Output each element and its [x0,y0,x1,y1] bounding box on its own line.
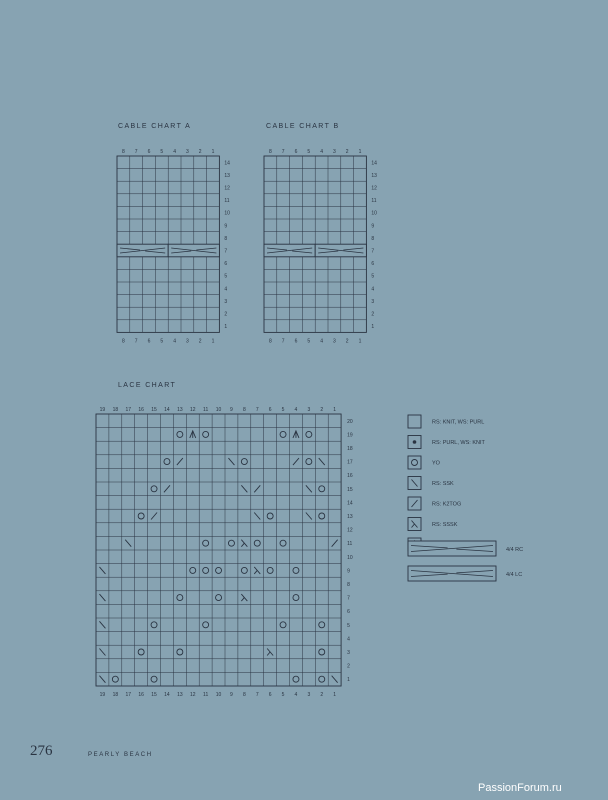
lace-stitch-sssk-symbol [241,543,244,547]
stitch-number: 5 [307,149,311,155]
lace-stitch-yo-symbol [319,486,325,492]
row-number: 14 [347,500,353,507]
lace-stitch-yo-symbol [319,622,325,628]
stitch-number: 15 [151,407,157,413]
lace-stitch-yo-symbol [241,459,247,465]
lace-stitch-k2tog-symbol [293,458,299,465]
row-number: 5 [371,273,375,280]
stitch-number: 11 [203,692,209,698]
legend-yo-symbol [412,460,418,466]
row-number: 6 [224,261,228,268]
lace-stitch-yo-symbol [267,513,273,519]
row-number: 4 [224,286,228,293]
stitch-number: 5 [281,692,285,698]
lace-stitch-yo-symbol [293,567,299,573]
stitch-number: 12 [189,692,196,698]
stitch-number: 8 [269,149,272,155]
watermark: PassionForum.ru [478,782,562,794]
row-number: 3 [371,298,375,305]
cable-chart-b-title: CABLE CHART B [266,123,340,130]
legend-label: RS: PURL, WS: KNIT [432,440,485,446]
stitch-number: 3 [333,338,336,345]
row-number: 19 [347,432,353,439]
row-number: 8 [347,582,350,588]
lace-stitch-ssk-symbol [99,594,105,601]
cable-chart-a-title: CABLE CHART A [118,123,192,130]
lace-stitch-yo-symbol [151,486,157,492]
lace-stitch-yo-symbol [138,649,144,655]
legend-key-box [408,456,421,469]
stitch-number: 5 [281,407,285,413]
stitch-number: 7 [255,692,259,698]
stitch-number: 4 [294,692,298,698]
lace-stitch-k2tog-symbol [151,513,157,520]
lace-stitch-ssk-symbol [306,513,312,520]
stitch-number: 11 [203,407,209,413]
row-number: 6 [371,261,375,268]
lace-stitch-k2tog-symbol [164,485,170,492]
row-number: 10 [347,554,353,561]
row-number: 9 [347,568,350,575]
legend-purl-symbol [413,440,417,444]
row-number: 1 [347,677,350,684]
lace-stitch-ssk-symbol [319,458,325,465]
legend-ssk-symbol [412,480,418,487]
lace-stitch-yo-symbol [228,540,234,546]
stitch-number: 10 [215,407,222,413]
row-number: 6 [347,609,350,616]
legend-label: RS: KNIT, WS: PURL [432,419,485,426]
stitch-number: 6 [268,692,272,698]
legend-label: 4/4 RC [506,547,524,553]
stitch-number: 4 [320,338,323,345]
row-number: 3 [347,650,350,656]
lace-stitch-yo-symbol [319,676,325,682]
lace-stitch-yo-symbol [203,567,209,573]
stitch-number: 10 [215,692,222,698]
row-number: 2 [371,311,375,318]
lace-stitch-k2tog-symbol [254,485,260,492]
row-number: 14 [371,160,377,167]
row-number: 11 [224,198,230,205]
lace-stitch-sssk-symbol [267,652,270,656]
row-number: 12 [347,527,353,534]
stitch-number: 5 [160,149,164,155]
row-number: 9 [371,223,375,230]
row-number: 12 [371,185,377,192]
lace-stitch-yo-symbol [280,540,286,546]
lace-stitch-yo-symbol [164,459,170,465]
row-number: 18 [347,446,353,452]
legend-k2tog-symbol [412,500,418,507]
lace-stitch-yo-symbol [306,431,312,437]
row-number: 16 [347,473,353,480]
row-number: 11 [371,198,377,205]
stitch-number: 6 [294,338,298,345]
stitch-number: 1 [358,149,362,155]
stitch-number: 4 [294,407,298,413]
row-number: 13 [224,172,230,179]
stitch-number: 5 [307,338,311,345]
row-number: 5 [224,273,228,280]
lace-stitch-ssk-symbol [241,485,247,492]
lace-stitch-yo-symbol [216,567,222,573]
lace-stitch-ssk-symbol [99,621,105,628]
lace-chart-title: LACE CHART [118,382,177,389]
lace-stitch-ssk-symbol [254,513,260,520]
lace-stitch-ssk-symbol [332,676,338,683]
stitch-number: 8 [122,149,125,155]
stitch-number: 19 [99,407,106,413]
stitch-number: 12 [189,407,196,413]
row-number: 2 [347,663,350,670]
lace-stitch-ssk-symbol [125,540,131,547]
stitch-number: 16 [138,407,144,413]
row-number: 1 [224,324,228,331]
stitch-number: 2 [320,407,324,413]
row-number: 1 [371,324,375,331]
lace-stitch-yo-symbol [280,622,286,628]
row-number: 17 [347,459,353,466]
book-section: PEARLY BEACH [88,752,153,758]
stitch-number: 2 [198,149,202,155]
row-number: 4 [347,636,350,643]
stitch-number: 1 [333,692,337,698]
legend-cable-symbol [408,566,496,581]
lace-stitch-yo-symbol [306,459,312,465]
stitch-number: 1 [211,338,215,345]
lace-stitch-yo-symbol [138,513,144,519]
row-number: 7 [371,248,375,255]
row-number: 12 [224,185,230,192]
lace-stitch-yo-symbol [319,649,325,655]
lace-stitch-yo-symbol [293,595,299,601]
stitch-number: 18 [112,692,119,698]
stitch-number: 14 [164,407,170,413]
stitch-number: 4 [173,149,176,155]
stitch-number: 1 [358,338,362,345]
legend-cable-symbol [408,541,496,556]
stitch-number: 1 [333,407,337,413]
lace-stitch-yo-symbol [177,649,183,655]
lace-stitch-ssk-symbol [99,676,105,683]
lace-stitch-yo-symbol [203,540,209,546]
stitch-number: 2 [345,149,349,155]
lace-stitch-yo-symbol [151,622,157,628]
lace-stitch-yo-symbol [203,431,209,437]
lace-stitch-yo-symbol [177,595,183,601]
lace-stitch-yo-symbol [177,431,183,437]
stitch-number: 17 [125,692,132,698]
lace-stitch-yo-symbol [319,513,325,519]
stitch-number: 7 [255,407,259,413]
row-number: 9 [224,223,228,230]
lace-chart-grid [96,414,341,686]
legend-label: RS: K2TOG [432,501,462,508]
stitch-number: 6 [147,338,151,345]
stitch-number: 3 [307,407,311,413]
lace-stitch-ssk-symbol [99,567,105,574]
stitch-number: 2 [345,338,349,345]
lace-stitch-ssk-symbol [99,649,105,656]
lace-stitch-sssk-symbol [254,570,257,574]
stitch-number: 8 [269,338,272,345]
lace-stitch-yo-symbol [203,622,209,628]
stitch-number: 9 [230,407,233,413]
stitch-number: 3 [186,338,189,345]
stitch-number: 8 [242,407,246,413]
stitch-number: 8 [122,338,125,345]
lace-stitch-yo-symbol [241,567,247,573]
stitch-number: 13 [177,692,183,698]
stitch-number: 1 [211,149,215,155]
lace-stitch-yo-symbol [151,676,157,682]
stitch-number: 7 [134,338,138,345]
row-number: 5 [347,622,350,629]
cable-cross-symbol [315,244,366,257]
stitch-number: 2 [198,338,202,345]
stitch-number: 7 [281,338,285,345]
stitch-number: 4 [320,149,323,155]
stitch-number: 6 [268,407,272,413]
lace-stitch-yo-symbol [112,676,118,682]
row-number: 11 [347,541,353,548]
row-number: 7 [347,595,350,602]
lace-stitch-yo-symbol [293,676,299,682]
cable-cross-symbol [117,244,168,257]
row-number: 13 [347,514,353,520]
stitch-number: 3 [186,149,189,155]
stitch-number: 2 [320,692,324,698]
row-number: 8 [371,235,375,242]
row-number: 13 [371,172,377,179]
legend-label: RS: SSK [432,481,454,487]
stitch-number: 19 [99,692,106,698]
legend-sssk-symbol [412,524,415,528]
stitch-number: 17 [125,407,132,413]
stitch-number: 9 [230,692,233,698]
stitch-number: 6 [294,149,298,155]
row-number: 10 [224,210,230,217]
row-number: 15 [347,486,353,493]
row-number: 7 [224,248,228,255]
row-number: 4 [371,286,375,293]
cable-cross-symbol [264,244,315,257]
cable-cross-symbol [168,244,219,257]
stitch-number: 4 [173,338,176,345]
lace-stitch-yo-symbol [254,540,260,546]
lace-stitch-yo-symbol [267,567,273,573]
legend-label: 4/4 LC [506,572,523,578]
stitch-number: 14 [164,692,170,698]
page-number: 276 [30,743,53,759]
lace-stitch-sssk-symbol [241,598,244,602]
lace-stitch-k2tog-symbol [332,540,338,547]
legend-label: RS: SSSK [432,522,458,528]
row-number: 8 [224,235,228,242]
row-number: 20 [347,418,353,425]
lace-stitch-k2tog-symbol [177,458,183,465]
legend-label: YO [432,460,440,467]
legend-key-box [408,415,421,428]
lace-stitch-ssk-symbol [306,485,312,492]
row-number: 10 [371,210,377,217]
stitch-number: 8 [242,692,246,698]
lace-stitch-yo-symbol [280,431,286,437]
row-number: 14 [224,160,230,167]
stitch-number: 7 [134,149,138,155]
stitch-number: 18 [112,407,119,413]
lace-stitch-yo-symbol [216,595,222,601]
stitch-number: 6 [147,149,151,155]
stitch-number: 7 [281,149,285,155]
stitch-number: 3 [333,149,336,155]
stitch-number: 5 [160,338,164,345]
row-number: 3 [224,298,228,305]
lace-stitch-yo-symbol [190,567,196,573]
row-number: 2 [224,311,228,318]
lace-stitch-ssk-symbol [228,458,234,465]
stitch-number: 3 [307,692,311,698]
stitch-number: 16 [138,692,144,698]
stitch-number: 13 [177,407,183,413]
stitch-number: 15 [151,692,157,698]
